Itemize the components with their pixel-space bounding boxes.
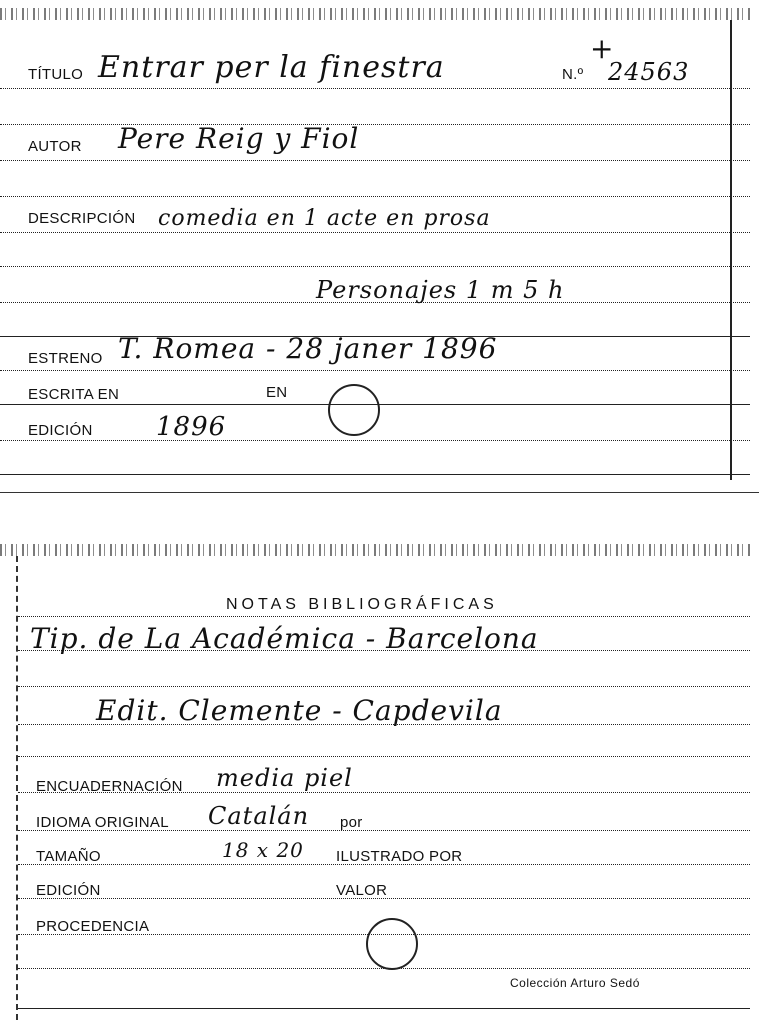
titulo-value: Entrar per la finestra <box>98 50 445 85</box>
en-label: EN <box>266 384 288 401</box>
estreno-label: ESTRENO <box>28 350 103 367</box>
tamano-value: 18 x 20 <box>222 838 304 862</box>
encuadernacion-label: ENCUADERNACIÓN <box>36 778 183 795</box>
procedencia-label: PROCEDENCIA <box>36 918 150 935</box>
catalog-card-front <box>0 0 750 492</box>
rule-line <box>0 474 750 475</box>
estreno-value: T. Romea - 28 janer 1896 <box>118 332 498 365</box>
rule-line <box>18 1008 750 1009</box>
ilustrado-label: ILUSTRADO POR <box>336 848 463 865</box>
library-stamp-icon <box>328 384 380 436</box>
rule-line <box>18 616 750 617</box>
personajes-value: Personajes 1 m 5 h <box>316 276 565 304</box>
rule-line <box>0 370 750 371</box>
card-edge-speckle <box>0 8 750 20</box>
tamano-label: TAMAÑO <box>36 848 101 865</box>
rule-line <box>0 232 750 233</box>
rule-line <box>0 440 750 441</box>
rule-line <box>0 196 750 197</box>
descripcion-value: comedia en 1 acte en prosa <box>158 206 491 231</box>
edicion-value: 1896 <box>156 412 227 442</box>
rule-line <box>0 266 750 267</box>
numero-mark: + <box>590 32 615 65</box>
autor-label: AUTOR <box>28 138 82 155</box>
rule-line <box>0 160 750 161</box>
descripcion-label: DESCRIPCIÓN <box>28 210 136 227</box>
card-edge-speckle <box>0 544 750 556</box>
valor-label: VALOR <box>336 882 388 899</box>
card-left-border <box>16 556 18 1020</box>
catalog-card-back <box>0 540 750 1028</box>
titulo-label: TÍTULO <box>28 66 84 83</box>
collection-footer: Colección Arturo Sedó <box>510 976 640 990</box>
edicion-back-label: EDICIÓN <box>36 882 101 899</box>
por-label: por <box>340 814 363 831</box>
escrita-label: ESCRITA EN <box>28 386 120 403</box>
rule-line <box>18 756 750 757</box>
note-line-2: Edit. Clemente - Capdevila <box>96 694 503 727</box>
numero-label: N.º <box>562 66 584 83</box>
encuadernacion-value: media piel <box>216 764 353 792</box>
rule-line <box>0 88 750 89</box>
idioma-value: Catalán <box>208 802 310 830</box>
numero-value: 24563 <box>608 58 690 86</box>
autor-value: Pere Reig y Fiol <box>118 122 360 155</box>
notas-heading: NOTAS BIBLIOGRÁFICAS <box>226 596 498 613</box>
card-right-border <box>730 20 732 480</box>
idioma-label: IDIOMA ORIGINAL <box>36 814 169 831</box>
card-divider <box>0 492 759 493</box>
rule-line <box>0 124 750 125</box>
note-line-1: Tip. de La Académica - Barcelona <box>30 622 539 655</box>
library-stamp-icon <box>366 918 418 970</box>
edicion-label: EDICIÓN <box>28 422 93 439</box>
rule-line <box>18 686 750 687</box>
